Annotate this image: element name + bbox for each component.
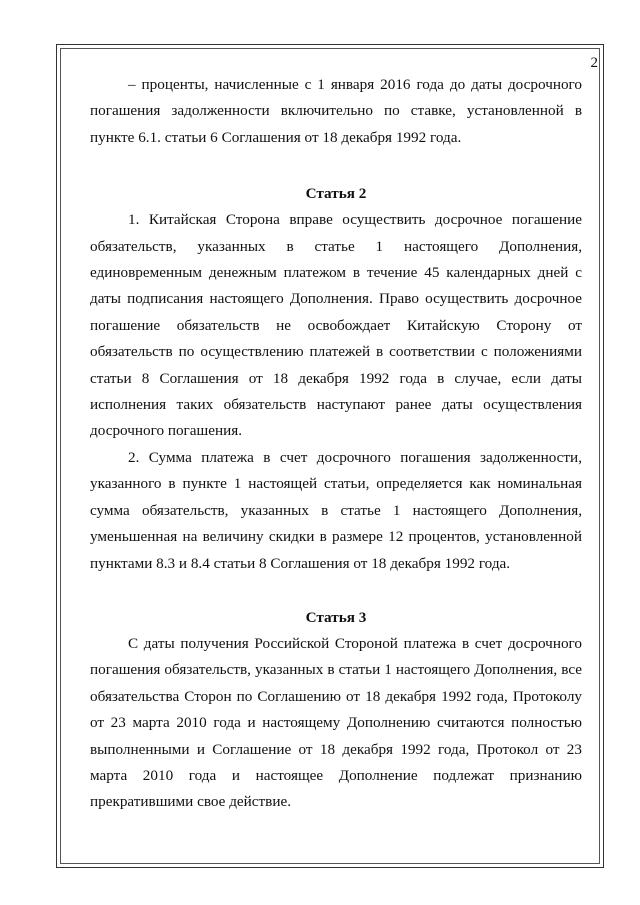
article-2-paragraph-2: 2. Сумма платежа в счет досрочного погашения задолженности, указанного в пункте 1 настоящей статьи, определяется как номинальная сумма обязательств, указанных в статье 1 настоящего Дополнения, уменьшенная на величину скидки в размере 12 процентов, установленной пунктами 8.3 и 8.4 статьи 8 Соглашения от 18 декабря 1992 года. <box>90 448 582 572</box>
article-2-paragraph-1: 1. Китайская Сторона вправе осуществить досрочное погашение обязательств, указанных в статье 1 настоящего Дополнения, единовременным денежным платежом в течение 45 календарных дней с даты подписания настоящего Дополнения. Право осуществить досрочное погашение обязательств не освобождает Китайскую Сторону от обязательств по осуществлению платежей в соответствии с положениями статьи 8 Соглашения от 18 декабря 1992 года в случае, если даты исполнения таких обязательств наступают ранее даты осуществления досрочного погашения. <box>90 211 582 440</box>
document-body <box>90 72 582 816</box>
article-3-paragraph-1: С даты получения Российской Стороной платежа в счет досрочного погашения обязательств, указанных в статьи 1 настоящего Дополнения, все обязательства Сторон по Соглашению от 18 декабря 1992 года, Протоколу от 23 марта 2010 года и настоящему Дополнению считаются полностью выполненными и Соглашение от 18 декабря 1992 года, Протокол от 23 марта 2010 года и настоящее Дополнение подлежат признанию прекратившими свое действие. <box>90 634 582 811</box>
page-number: 2 <box>590 55 598 71</box>
intro-paragraph: – проценты, начисленные с 1 января 2016 года до даты досрочного погашения задолженности включительно по ставке, установленной в пункте 6.1. статьи 6 Соглашения от 18 декабря 1992 года. <box>90 76 582 146</box>
article-3-heading: Статья 3 <box>305 608 367 626</box>
article-2-heading: Статья 2 <box>305 185 367 203</box>
